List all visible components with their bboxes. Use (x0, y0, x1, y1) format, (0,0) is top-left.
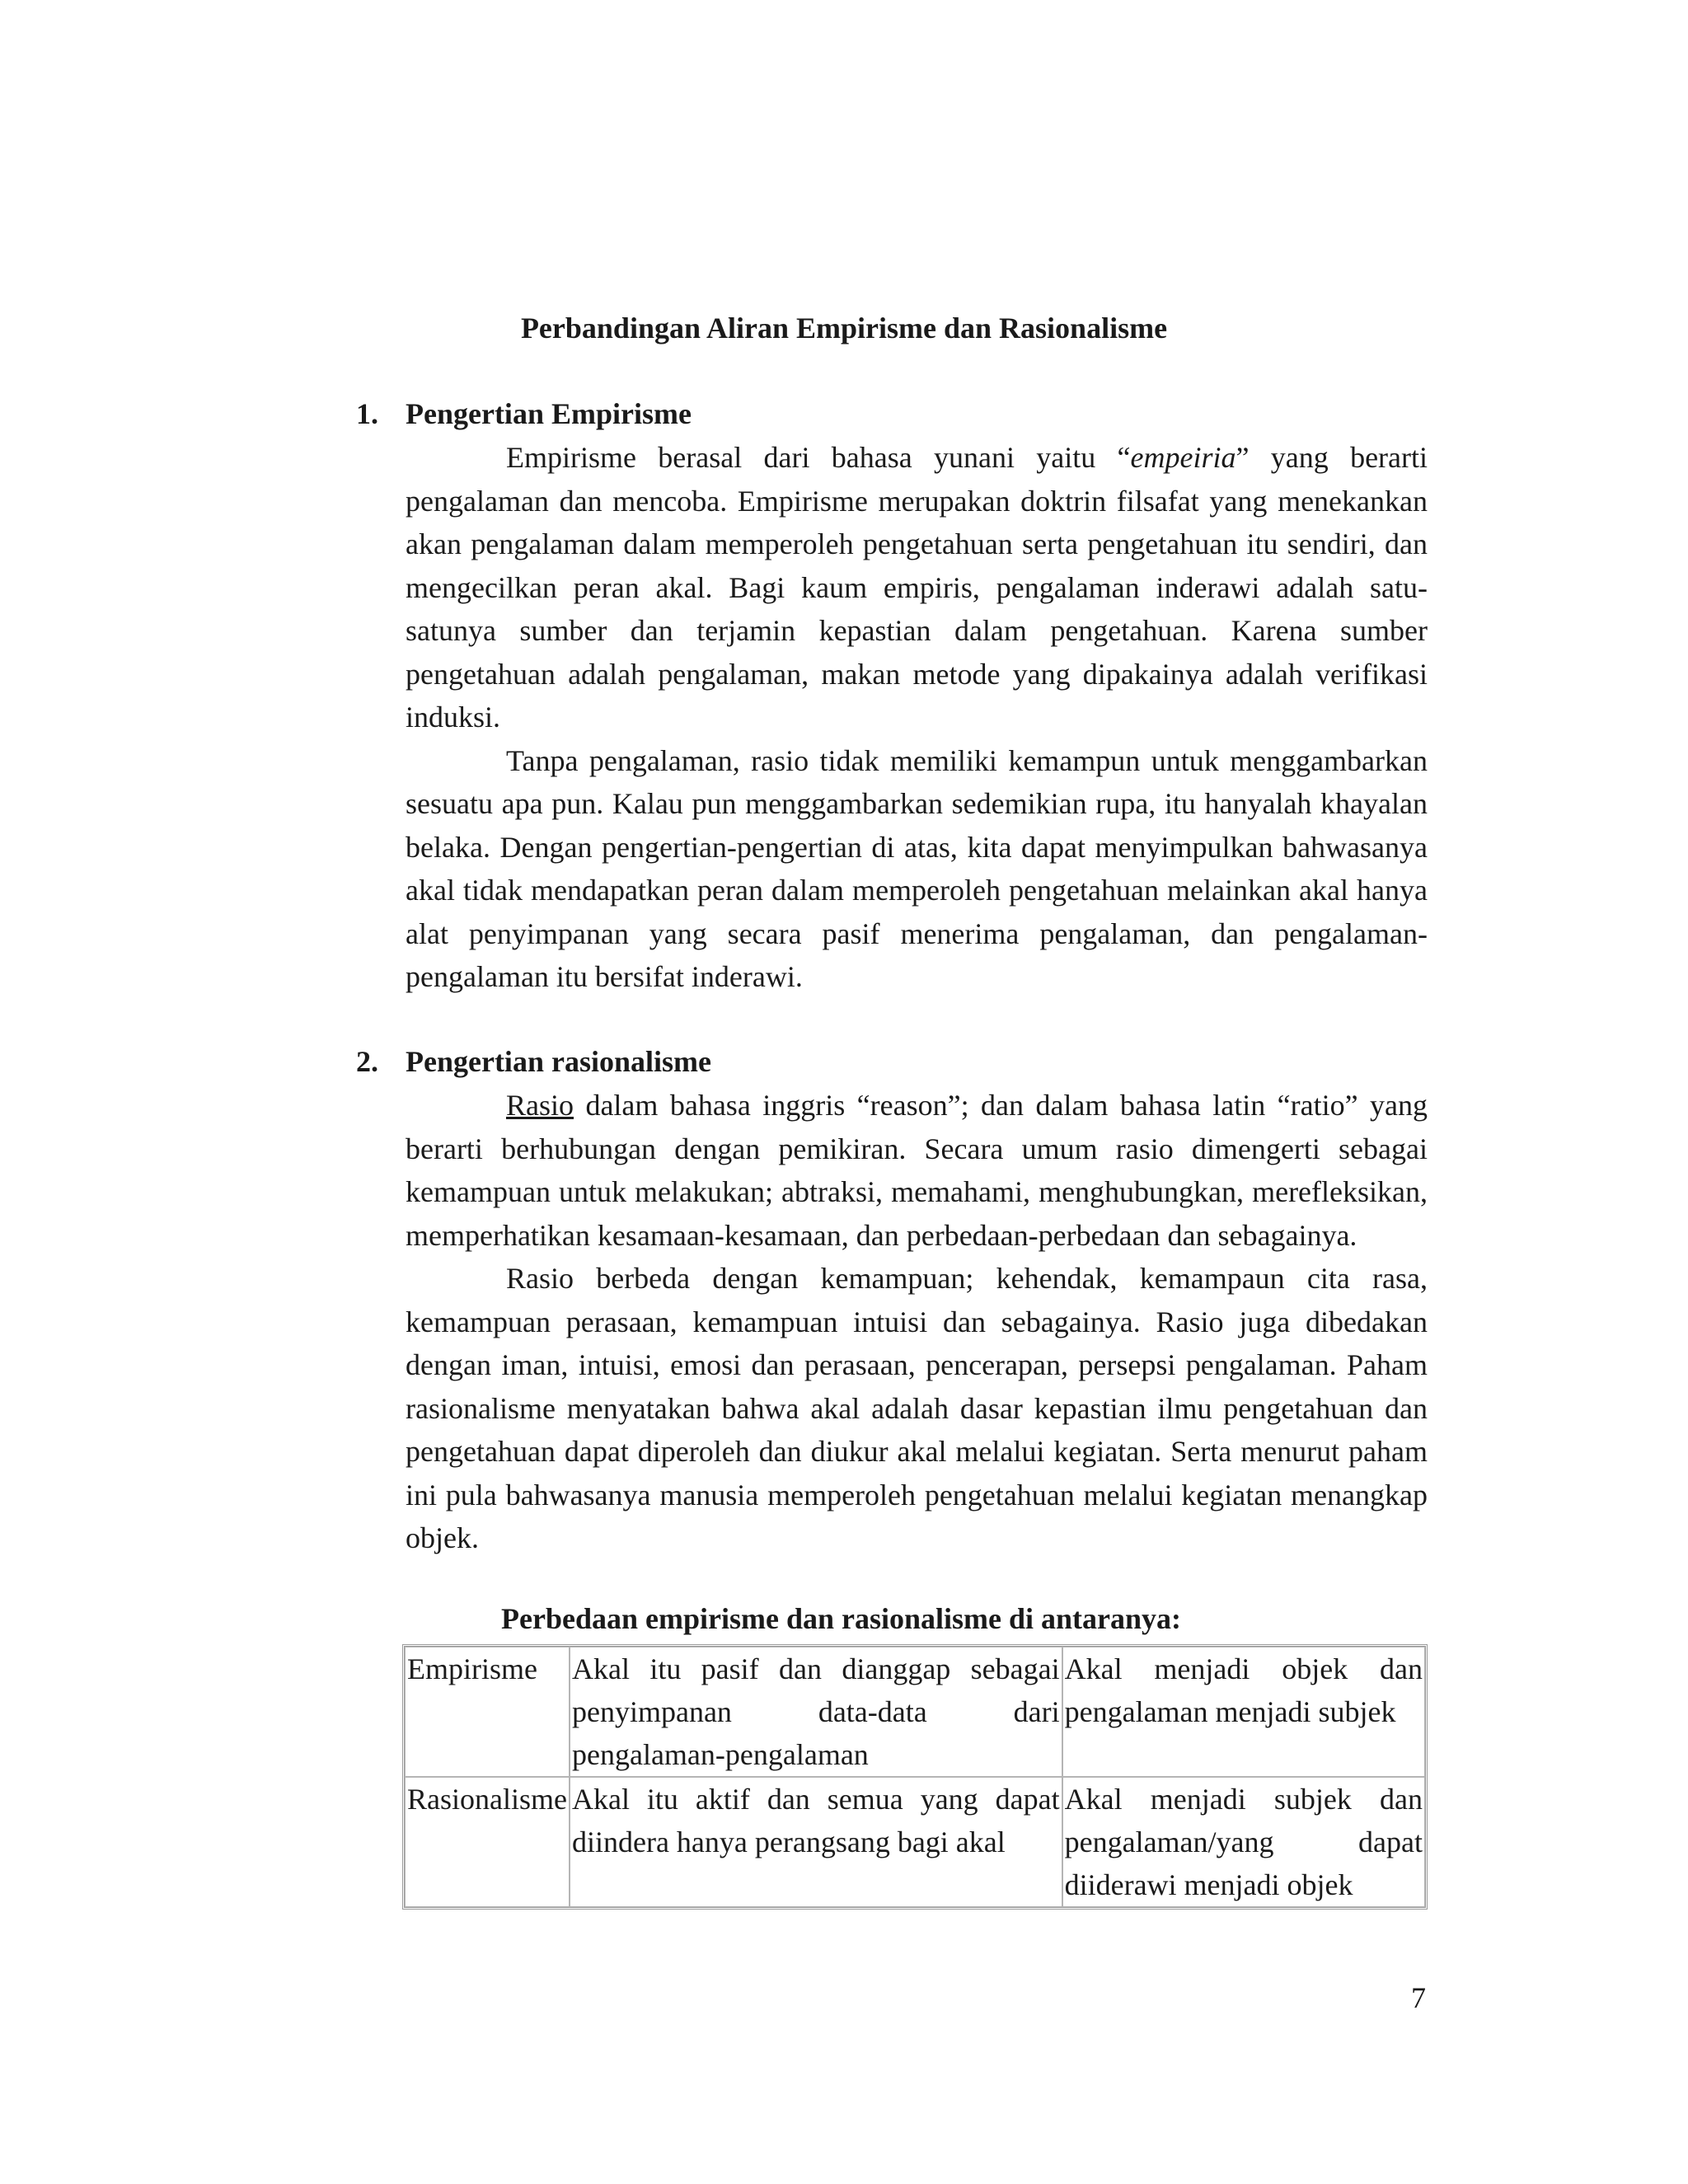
section-heading-empirisme (356, 392, 692, 435)
table-row (405, 1647, 1425, 1777)
section-heading-rasionalisme (356, 1040, 711, 1083)
table-cell: Akal menjadi subjek dan pengalaman/yang dapat diiderawi menjadi objek (1062, 1777, 1425, 1907)
table-row (405, 1777, 1425, 1907)
paragraph (406, 436, 1428, 739)
table-cell: Akal itu aktif dan semua yang dapat diindera hanya perangsang bagi akal (570, 1777, 1062, 1907)
table-cell-label: Rasionalisme (405, 1777, 570, 1907)
underlined-term: Rasio (506, 1089, 574, 1122)
text-run: ” yang berarti pengalaman dan mencoba. Empirisme merupakan doktrin filsafat yang menekankan akan pengalaman dalam memperoleh pengetahuan serta pengetahuan itu sendiri, dan mengecilkan peran akal. Bagi kaum empiris, pengalaman inderawi adalah satu-satunya sumber dan terjamin kepastian dalam pengetahuan. Karena sumber pengetahuan adalah pengalaman, makan metode yang dipakainya adalah verifikasi induksi. (406, 441, 1428, 733)
table-cell: Akal itu pasif dan dianggap sebagai penyimpanan data-data dari pengalaman-pengalaman (570, 1647, 1062, 1777)
section-title: Pengertian rasionalisme (406, 1045, 711, 1078)
table-cell: Akal menjadi objek dan pengalaman menjadi subjek (1062, 1647, 1425, 1777)
section-body-empirisme (406, 436, 1428, 999)
table-caption: Perbedaan empirisme dan rasionalisme di antaranya: (501, 1602, 1181, 1635)
italic-term: empeiria (1130, 441, 1236, 474)
paragraph (406, 1084, 1428, 1257)
page-title: Perbandingan Aliran Empirisme dan Rasionalisme (520, 312, 1168, 344)
section-number: 2. (356, 1045, 378, 1078)
text-run: dalam bahasa inggris “reason”; dan dalam bahasa latin “ratio” yang berarti berhubungan dengan pemikiran. Secara umum rasio dimengerti sebagai kemampuan untuk melakukan; abtraksi, memahami, menghubungkan, merefleksikan, memperhatikan kesamaan-kesamaan, dan perbedaan-perbedaan dan sebagainya. (406, 1089, 1428, 1252)
paragraph: Rasio berbeda dengan kemampuan; kehendak, kemampaun cita rasa, kemampuan perasaan, kemampuan intuisi dan sebagainya. Rasio juga dibedakan dengan iman, intuisi, emosi dan perasaan, pencerapan, persepsi pengalaman. Paham rasionalisme menyatakan bahwa akal adalah dasar kepastian ilmu pengetahuan dan pengetahuan dapat diperoleh dan diukur akal melalui kegiatan. Serta menurut paham ini pula bahwasanya manusia memperoleh pengetahuan melalui kegiatan menangkap objek. (406, 1262, 1428, 1554)
section-number: 1. (356, 397, 378, 430)
section-title: Pengertian Empirisme (406, 397, 692, 430)
page-number: 7 (1411, 1981, 1426, 2014)
comparison-table (402, 1644, 1428, 1910)
paragraph: Tanpa pengalaman, rasio tidak memiliki kemampun untuk menggambarkan sesuatu apa pun. Kalau pun menggambarkan sedemikian rupa, itu hanyalah khayalan belaka. Dengan pengertian-pengertian di atas, kita dapat menyimpulkan bahwasanya akal tidak mendapatkan peran dalam memperoleh pengetahuan melainkan akal hanya alat penyimpanan yang secara pasif menerima pengalaman, dan pengalaman-pengalaman itu bersifat inderawi. (406, 743, 1428, 993)
section-body-rasionalisme (406, 1084, 1428, 1560)
table-cell-label: Empirisme (405, 1647, 570, 1777)
text-run: Empirisme berasal dari bahasa yunani yaitu “ (506, 441, 1131, 474)
